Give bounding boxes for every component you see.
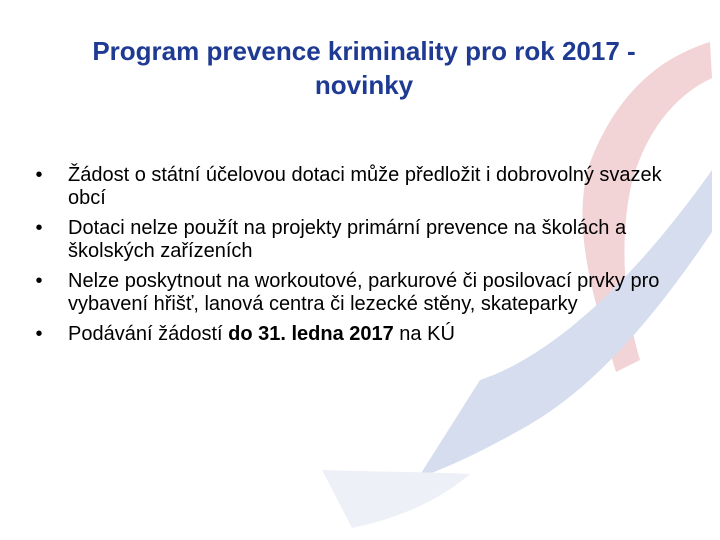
bullet-dot-icon: •: [35, 164, 43, 186]
deadline-date: do 31. ledna 2017: [228, 323, 394, 345]
logo-lower-stroke: [322, 470, 470, 528]
slide-title: Program prevence kriminality pro rok 2017 - novinky: [92, 36, 636, 100]
bullet-text-lead: Podávání žádostí: [68, 323, 229, 345]
bullet-dot-icon: •: [35, 217, 43, 239]
bullet-dot-icon: •: [35, 323, 43, 345]
bullet-item: [28, 270, 698, 316]
bullet-item: [28, 323, 698, 346]
bullet-item: [28, 217, 698, 263]
bullet-dot-icon: •: [35, 270, 43, 292]
bullet-list: [28, 164, 698, 353]
bullet-text: Žádost o státní účelovou dotaci může předložit i dobrovolný svazek obcí: [68, 164, 662, 209]
bullet-text-tail: na KÚ: [393, 323, 455, 345]
bullet-text: Nelze poskytnout na workoutové, parkurové či posilovací prvky pro vybavení hřišť, lanová centra či lezecké stěny, skateparky: [68, 270, 660, 315]
bullet-text: Dotaci nelze použít na projekty primární prevence na školách a školských zařízeních: [68, 217, 627, 262]
bullet-item: [28, 164, 698, 210]
